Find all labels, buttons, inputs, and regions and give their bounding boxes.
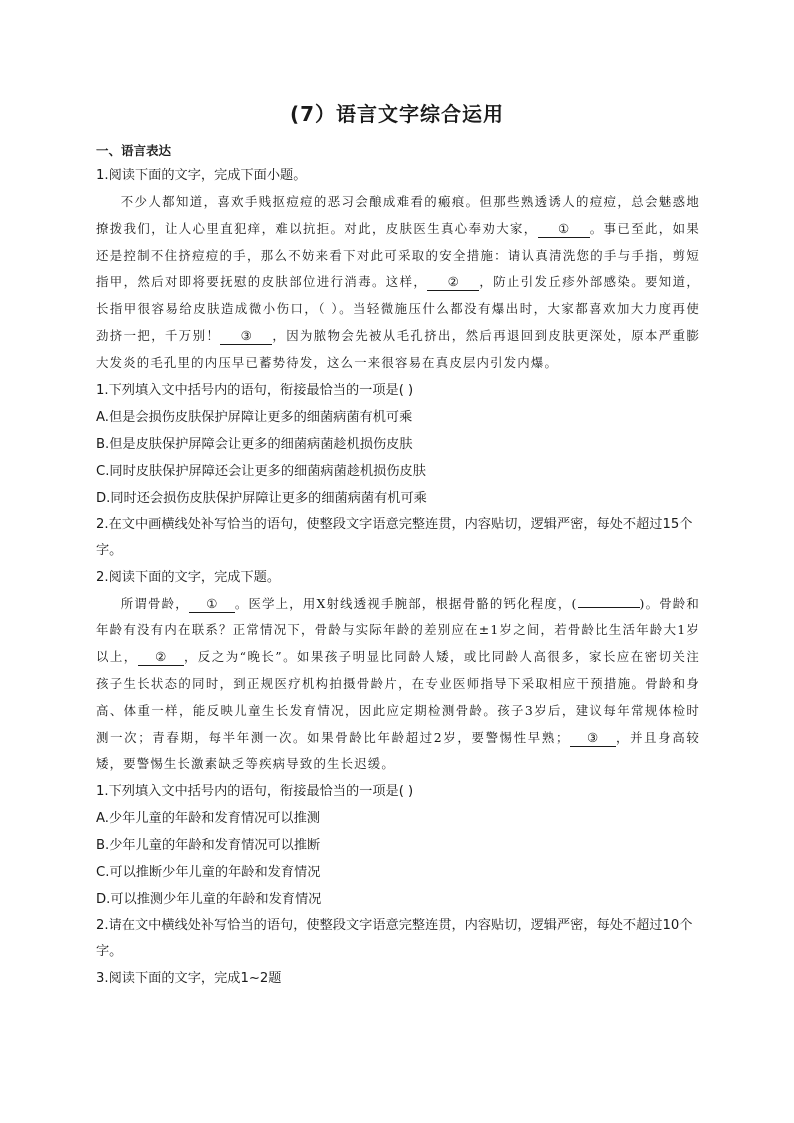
q2-paren-blank[interactable]	[578, 607, 640, 608]
q2-subquestion-1: 1.下列填入文中括号内的语句，衔接最恰当的一项是( )	[96, 784, 414, 800]
q1-subquestion-1: 1.下列填入文中括号内的语句，衔接最恰当的一项是( )	[96, 382, 414, 398]
q1-option-b[interactable]: B.但是皮肤保护屏障会让更多的细菌病菌趁机损伤皮肤	[96, 436, 413, 452]
q3-intro: 3.阅读下面的文字，完成1~2题	[96, 971, 282, 987]
q2-passage: 所谓骨龄， ① 。医学上，用X射线透视手腕部，根据骨骼的钙化程度，( )。骨龄和年龄有没有内在联系？正常情况下，骨龄与实际年龄的差别应在±1岁之间，若骨龄比生活年龄大1岁以上， ② ，反之为“晚长”。如果孩子明显比同龄人矮，或比同龄人高很多，家长应在密切关注孩子生长状态的同时，到正规医疗机构拍摄骨龄片，在专业医师指导下采取相应干预措施。骨龄和身高、体重一样，能反映儿童生长发育情况，因此应定期检测骨龄。孩子3岁后，建议每年常规体检时测一次；青春期，每半年测一次。如果骨龄比年龄超过2岁，要警惕性早熟； ③ ，并且身高较矮，要警惕生长激素缺乏等疾病导致的生长迟缓。	[96, 595, 700, 772]
q2-subquestion-2: 2.请在文中横线处补写恰当的语句，使整段文字语意完整连贯，内容贴切，逻辑严密，每处不超过10个字。	[96, 918, 693, 960]
q2-blank-3[interactable]: ③	[570, 730, 616, 747]
q2-option-a[interactable]: A.少年儿童的年龄和发育情况可以推测	[96, 811, 320, 827]
q1-intro: 1.阅读下面的文字，完成下面小题。	[96, 168, 307, 183]
q2-option-b[interactable]: B.少年儿童的年龄和发育情况可以推断	[96, 838, 321, 854]
q2-option-d[interactable]: D.可以推测少年儿童的年龄和发育情况	[96, 892, 322, 908]
document-content	[96, 142, 700, 992]
q1-blank-3[interactable]: ③	[220, 328, 272, 345]
q2-blank-1[interactable]: ①	[189, 596, 235, 613]
section-heading: 一、语言表达	[96, 143, 172, 158]
q1-option-a[interactable]: A.但是会损伤皮肤保护屏障让更多的细菌病菌有机可乘	[96, 409, 413, 425]
page-title: (7）语言文字综合运用	[289, 102, 505, 126]
q2-blank-2[interactable]: ②	[138, 649, 184, 666]
q1-blank-1[interactable]: ①	[538, 221, 590, 238]
q1-option-d[interactable]: D.同时还会损伤皮肤保护屏障让更多的细菌病菌有机可乘	[96, 490, 427, 506]
q2-option-c[interactable]: C.可以推断少年儿童的年龄和发育情况	[96, 865, 321, 881]
q1-option-c[interactable]: C.同时皮肤保护屏障还会让更多的细菌病菌趁机损伤皮肤	[96, 463, 426, 479]
q2-intro: 2.阅读下面的文字，完成下题。	[96, 569, 281, 585]
q1-blank-2[interactable]: ②	[427, 274, 479, 291]
q1-subquestion-2: 2.在文中画横线处补写恰当的语句，使整段文字语意完整连贯，内容贴切，逻辑严密，每处不超过15个字。	[96, 516, 693, 558]
q1-passage: 不少人都知道，喜欢手贱抠痘痘的恶习会酿成难看的瘢痕。但那些熟透诱人的痘痘，总会魅惑地撩拨我们，让人心里直犯痒，难以抗拒。对此，皮肤医生真心奉劝大家， ① 。事已至此，如果还是控制不住挤痘痘的手，那么不妨来看下对此可采取的安全措施：请认真清洗您的手与手指，剪短指甲，然后对即将要抚慰的皮肤部位进行消毒。这样， ② ，防止引发丘疹外部感染。要知道，长指甲很容易给皮肤造成微小伤口，（ ）。当轻微施压什么都没有爆出时，大家都喜欢加大力度再使劲挤一把，千万别！ ③ ，因为脓物会先被从毛孔挤出，然后再退回到皮肤更深处，原本严重膨大发炎的毛孔里的内压早已蓄势待发，这么一来很容易在真皮层内引发内爆。	[96, 194, 700, 370]
